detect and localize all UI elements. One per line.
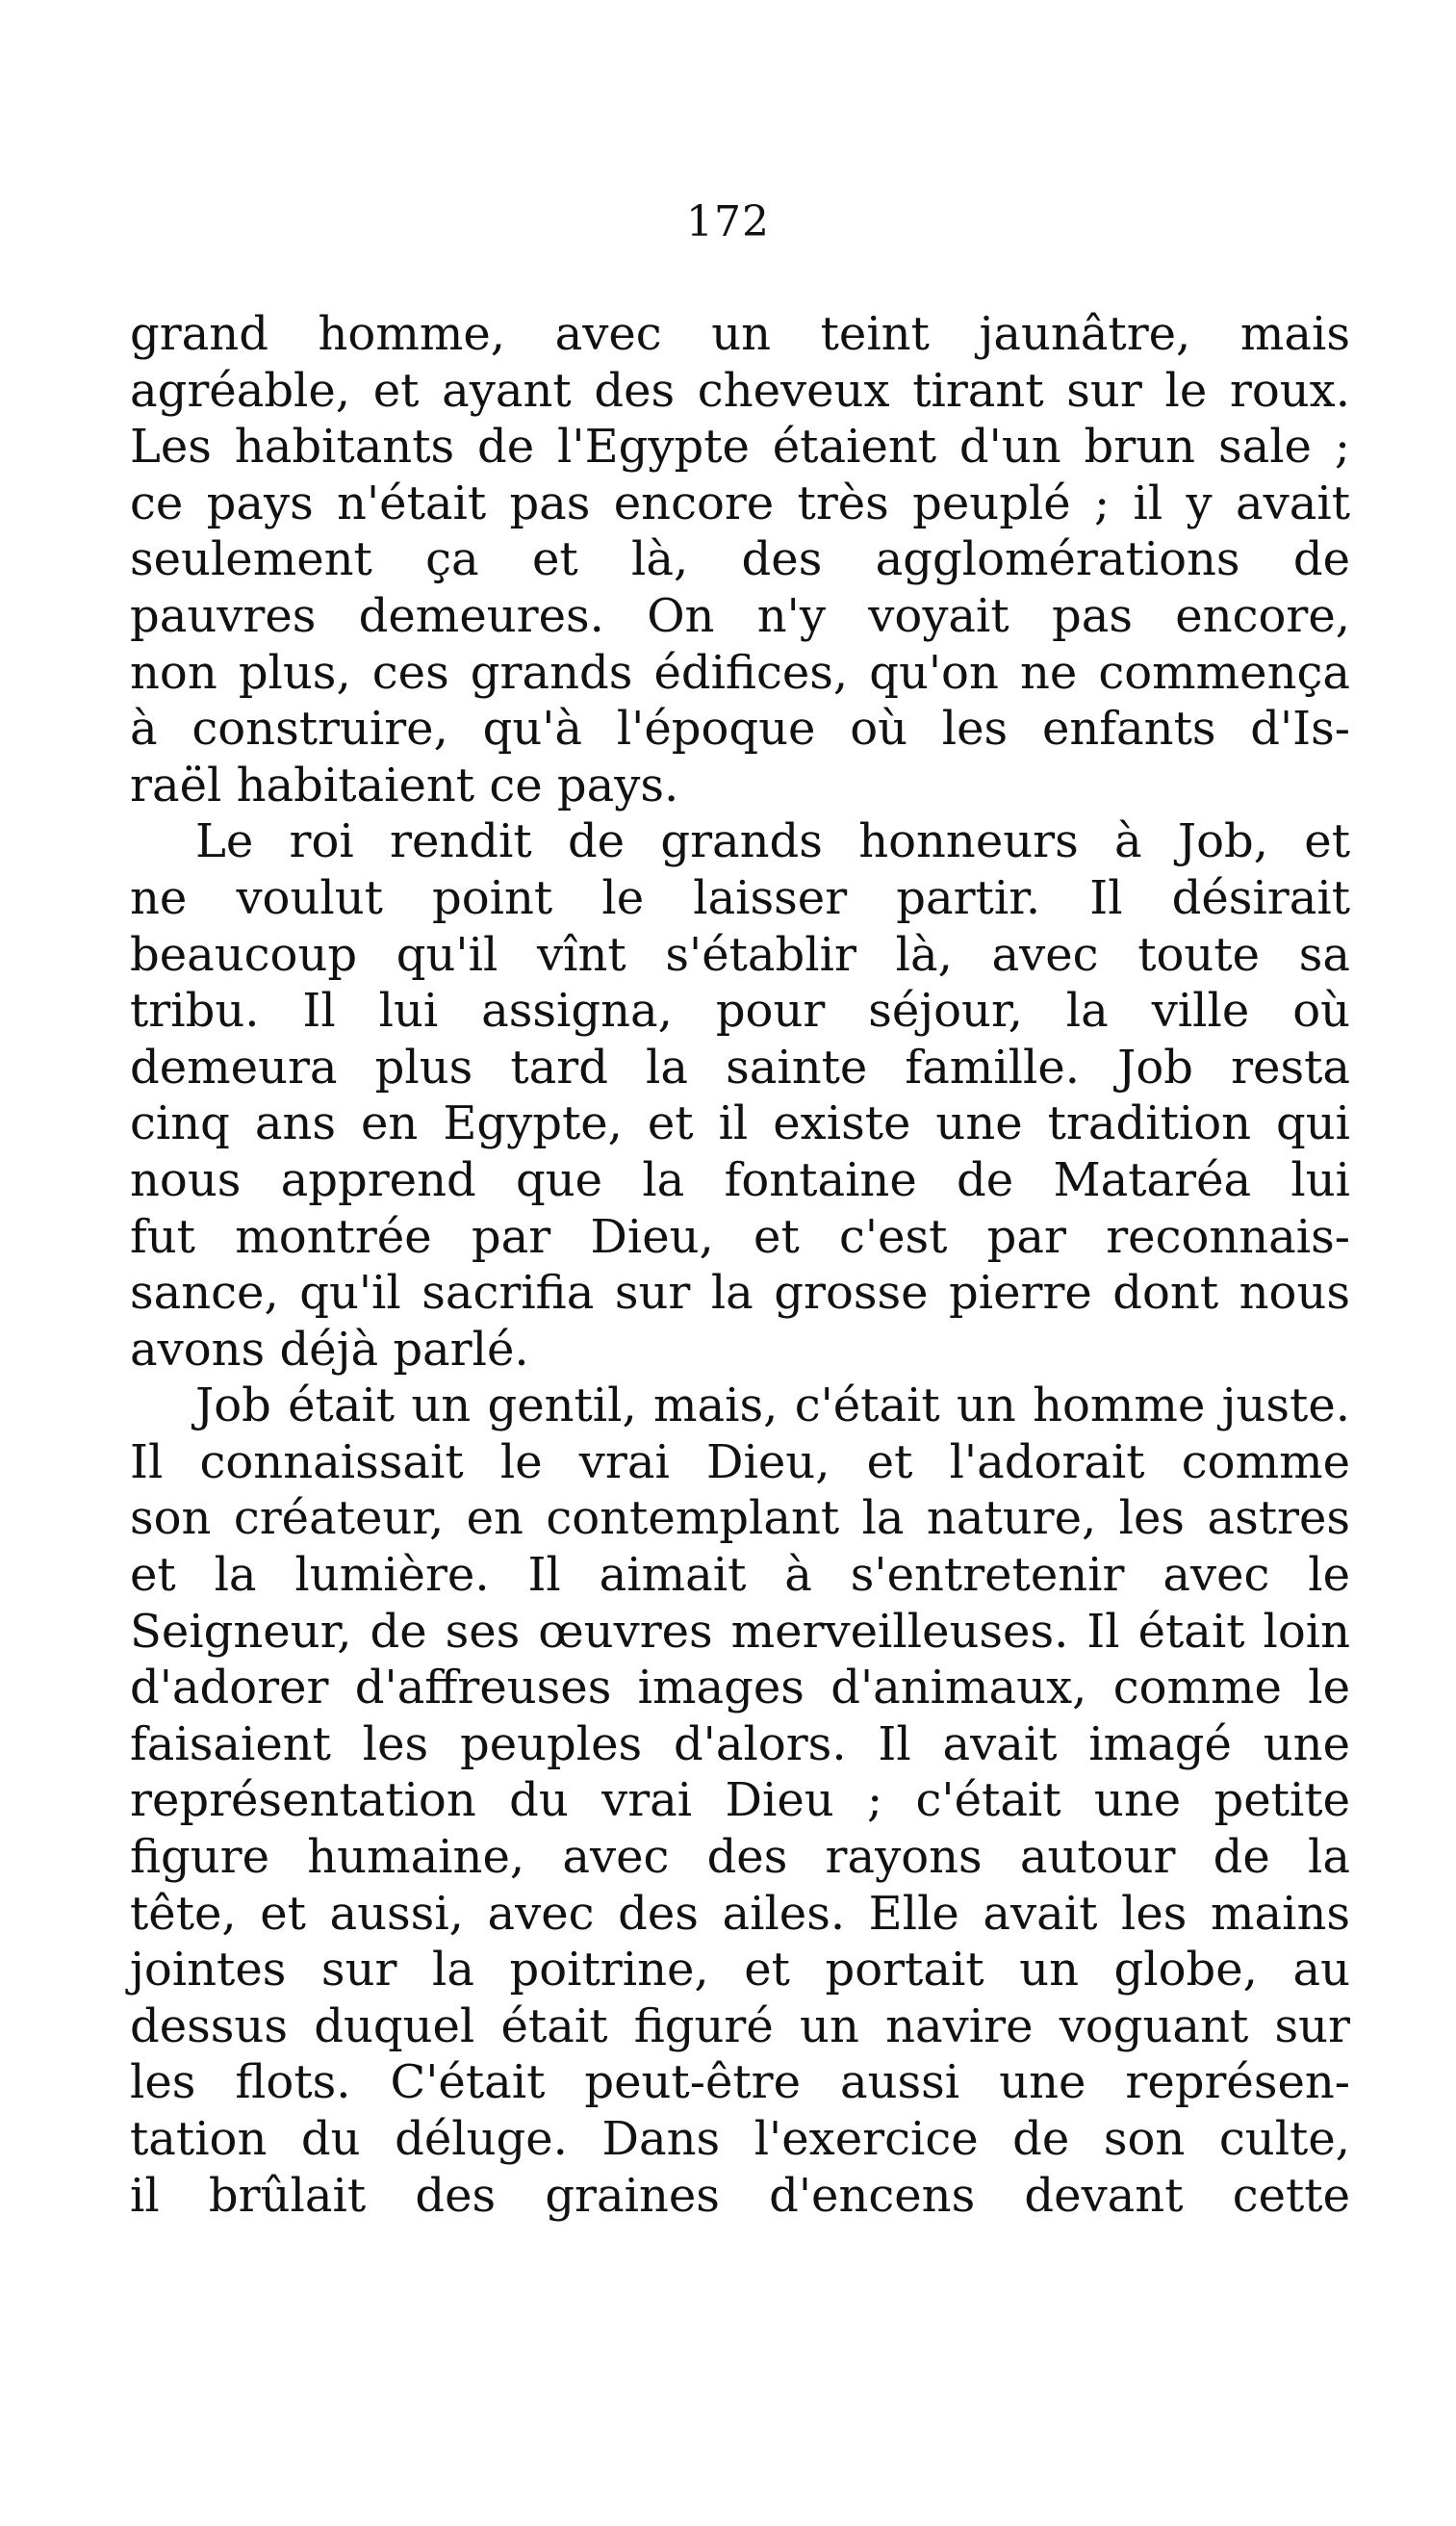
text-line: Il connaissait le vrai Dieu, et l'adorait comme bbox=[130, 1434, 1350, 1489]
text-line: jointes sur la poitrine, et portait un globe, au bbox=[130, 1943, 1350, 1998]
body-text bbox=[130, 306, 1350, 2224]
text-line: Job était un gentil, mais, c'était un homme juste. bbox=[195, 1379, 1350, 1433]
text-line: raël habitaient ce pays. bbox=[130, 758, 679, 812]
text-line: dessus duquel était figuré un navire voguant sur bbox=[130, 1998, 1350, 2053]
text-line: son créateur, en contemplant la nature, les astres bbox=[130, 1491, 1350, 1546]
paragraph bbox=[130, 813, 1350, 1378]
text-line: Les habitants de l'Egypte étaient d'un brun sale ; bbox=[130, 420, 1350, 475]
text-line: figure humaine, avec des rayons autour de la bbox=[130, 1830, 1350, 1885]
page-number: 172 bbox=[686, 197, 770, 246]
text-line: ce pays n'était pas encore très peuplé ; il y avait bbox=[130, 476, 1350, 530]
text-line: ne voulut point le laisser partir. Il désirait bbox=[130, 870, 1350, 925]
text-line: demeura plus tard la sainte famille. Job resta bbox=[130, 1040, 1350, 1095]
text-line: tation du déluge. Dans l'exercice de son culte, bbox=[130, 2112, 1350, 2166]
text-line: tribu. Il lui assigna, pour séjour, la ville où bbox=[130, 984, 1350, 1039]
text-line: non plus, ces grands édifices, qu'on ne commença bbox=[130, 645, 1350, 700]
text-line: faisaient les peuples d'alors. Il avait imagé une bbox=[130, 1716, 1350, 1771]
text-line: représentation du vrai Dieu ; c'était une petite bbox=[130, 1773, 1350, 1828]
text-line: agréable, et ayant des cheveux tirant sur le roux. bbox=[130, 363, 1350, 418]
text-line: grand homme, avec un teint jaunâtre, mais bbox=[130, 307, 1350, 361]
text-line: à construire, qu'à l'époque où les enfants d'Is- bbox=[130, 702, 1350, 757]
text-line: tête, et aussi, avec des ailes. Elle avait les mains bbox=[130, 1886, 1350, 1941]
text-line: pauvres demeures. On n'y voyait pas encore, bbox=[130, 588, 1350, 643]
text-line: d'adorer d'affreuses images d'animaux, comme le bbox=[130, 1661, 1350, 1715]
text-line: Seigneur, de ses œuvres merveilleuses. Il était loin bbox=[130, 1604, 1350, 1659]
text-line: et la lumière. Il aimait à s'entretenir avec le bbox=[130, 1548, 1350, 1603]
text-line: beaucoup qu'il vînt s'établir là, avec toute sa bbox=[130, 927, 1350, 982]
text-line: Le roi rendit de grands honneurs à Job, et bbox=[195, 814, 1350, 869]
text-line: cinq ans en Egypte, et il existe une tradition qui bbox=[130, 1096, 1350, 1151]
text-line: sance, qu'il sacrifia sur la grosse pierre dont nous bbox=[130, 1266, 1350, 1321]
text-line: les flots. C'était peut-être aussi une représen- bbox=[130, 2055, 1350, 2110]
paragraph bbox=[130, 306, 1350, 813]
text-line: nous apprend que la fontaine de Mataréa lui bbox=[130, 1152, 1350, 1207]
text-line: avons déjà parlé. bbox=[130, 1322, 529, 1377]
text-line: il brûlait des graines d'encens devant cette bbox=[130, 2168, 1350, 2223]
paragraph bbox=[130, 1378, 1350, 2224]
text-line: seulement ça et là, des agglomérations de bbox=[130, 532, 1350, 587]
text-line: fut montrée par Dieu, et c'est par reconnais- bbox=[130, 1209, 1350, 1264]
